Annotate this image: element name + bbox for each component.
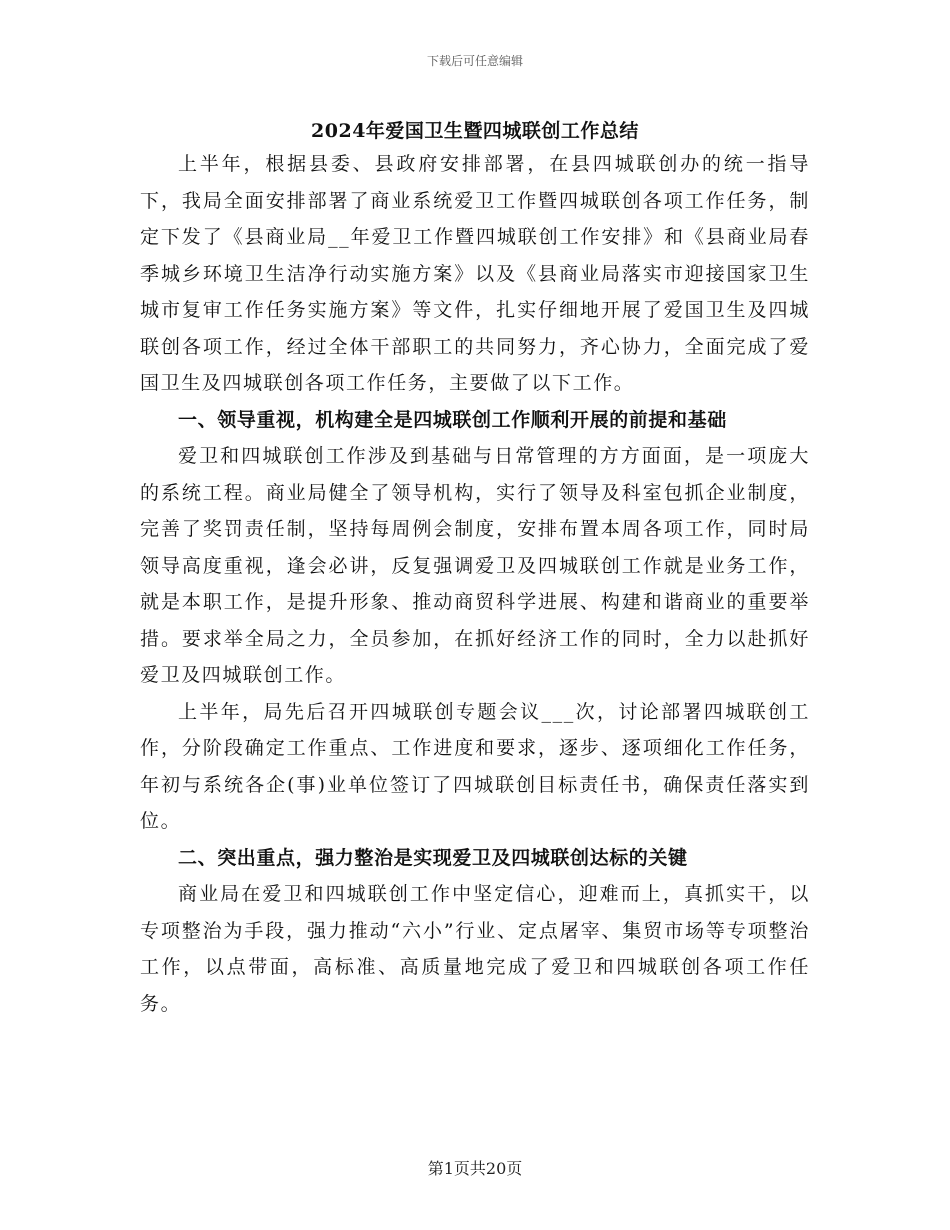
paragraph-intro: 上半年，根据县委、县政府安排部署，在县四城联创办的统一指导下，我局全面安排部署了商业系统爱卫工作暨四城联创各项工作任务，制定下发了《县商业局__年爱卫工作暨四城联创工作安排》和《县商业局春季城乡环境卫生洁净行动实施方案》以及《县商业局落实市迎接国家卫生城市复审工作任务实施方案》等文件，扎实仔细地开展了爱国卫生及四城联创各项工作，经过全体干部职工的共同努力，齐心协力，全面完成了爱国卫生及四城联创各项工作任务，主要做了以下工作。 [140, 153, 810, 394]
paragraph-rectification: 商业局在爱卫和四城联创工作中坚定信心，迎难而上，真抓实干，以专项整治为手段，强力推动“六小”行业、定点屠宰、集贸市场等专项整治工作，以点带面，高标准、高质量地完成了爱卫和四城联创各项工作任务。 [140, 883, 810, 1015]
page-number: 第1页共20页 [427, 1159, 523, 1178]
header-note: 下载后可任意编辑 [426, 54, 523, 68]
section-heading-1: 一、领导重视，机构建全是四城联创工作顺利开展的前提和基础 [178, 408, 727, 431]
document-body [140, 146, 810, 1022]
document-title: 2024年爱国卫生暨四城联创工作总结 [311, 120, 639, 142]
paragraph-meetings: 上半年，局先后召开四城联创专题会议___次，讨论部署四城联创工作，分阶段确定工作重点、工作进度和要求，逐步、逐项细化工作任务，年初与系统各企(事)业单位签订了四城联创目标责任书，确保责任落实到位。 [140, 700, 810, 832]
section-heading-2: 二、突出重点，强力整治是实现爱卫及四城联创达标的关键 [178, 846, 688, 869]
paragraph-leadership: 爱卫和四城联创工作涉及到基础与日常管理的方方面面，是一项庞大的系统工程。商业局健全了领导机构，实行了领导及科室包抓企业制度，完善了奖罚责任制，坚持每周例会制度，安排布置本周各项工作，同时局领导高度重视，逢会必讲，反复强调爱卫及四城联创工作就是业务工作，就是本职工作，是提升形象、推动商贸科学进展、构建和谐商业的重要举措。要求举全局之力，全员参加，在抓好经济工作的同时，全力以赴抓好爱卫及四城联创工作。 [140, 445, 810, 686]
